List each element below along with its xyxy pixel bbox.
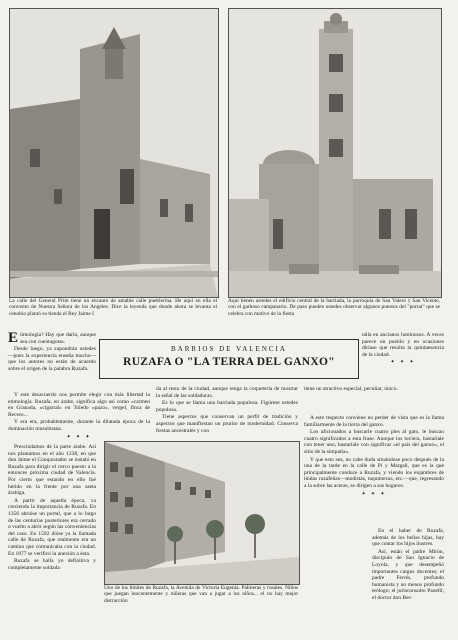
article-col4-top <box>362 332 444 369</box>
article-col2-top <box>156 386 298 435</box>
article-col3-top <box>304 386 444 394</box>
avenue-illustration <box>105 442 299 584</box>
bottom-photo-caption: Uno de los límites de Ruzafa, la Avenida de Victoria Eugenia. Palmeras y rosales. Niños que juegan inocentemente y niñeras que van a jugar a los niños... el no hay mejor distracción <box>104 585 298 604</box>
headline-title: RUZAFA O "LA TERRA DEL GANXO" <box>123 356 335 368</box>
article-paragraph: Y este desacuerdo nos permite elegir con más libertad la etimología. Ruzafa, en árabe, significa algo así como «carmen en Granada, «cigarral» en Toledo «pazo», vergel, finca de Recreo... <box>8 392 150 418</box>
article-col3-bottom <box>372 528 444 603</box>
article-paragraph: Los aficionados a buscarle cuatro pies al gato, le buscan cuatro significados a esta frase. Aunque los tuviera, bastaríale con tener uno, bastaríale con significar «el país del ganxo», el sitio de la simpatía». <box>304 429 444 455</box>
article-paragraph: Ruzafa se halla yo definitiva y completamente soldada <box>8 558 96 571</box>
convent-street-illustration <box>10 9 218 297</box>
article-paragraph: Tiene aspectos que conservan un perfil de tradición y aspectos que manifiestan un prurito de modernidad. Conserva fiestas ancestrales y con <box>156 414 298 434</box>
article-paragraph: Etimologia? Hay que darla, aunque sea con cuentagotas. <box>8 330 96 346</box>
drop-cap: E <box>8 330 19 346</box>
headline-kicker: BARRIOS DE VALENCIA <box>171 345 287 353</box>
article-paragraph: En el haber de Ruzafa, además de los bellas hijas, hay que contar los hijos ilustres. <box>372 528 444 548</box>
article-paragraph: Desde luego, ya supondrán ustedes—pues la experiencia enseña mucho—que los autores no están de acuerdo sobre el origen de la palabra Ruzafa. <box>8 346 96 372</box>
article-col1-mid <box>8 444 96 572</box>
convent-street-photo <box>9 8 219 298</box>
article-paragraph: Y era era, probablemente, durante la dilatada época de la dominación musulmana. <box>8 419 150 432</box>
article-paragraph: Es lo que se llama una barriada populosa. Figúrese ustedes populosa. <box>156 400 298 413</box>
article-paragraph: A este respecto conviene no perder de vista que es la llama familiarmente de la tierra del ganxo. <box>304 415 444 428</box>
article-paragraph: A partir de aquella época, va creciendo la importancia de Ruzafa. En 1356 abrióse un portal, que a lo largo de las centurias posteriores era cerrado o vuelto a abrir según las conveniencias del caso. En 1592 dióse ya la llamada calle de Ruzafa, que realmente era un camino que comunicaba con la ciudad. En 1877 se verificó la anexión a ésta. <box>8 497 96 557</box>
article-paragraph: Así, están el padre Mirón, discípulo de San Ignacio de Loyola, y que desempeñó importantes cargos docentes; el padre Ferrés, profundo humanista y no menos profundo teólogo; el jurisconsulto Panelli; el doctor don Ber- <box>372 548 444 601</box>
section-divider: ✦ ✦ ✦ <box>390 360 416 366</box>
article-paragraph: Y que esto sea, no cabe duda situándose poco después de la una de la tarde en la calle de Pí y Margall, que es la que principalmente conduce a Ruzafa, y viendo los enjambres de lindas ruzafeñas—modistas, taquimecas, etc.—que, regresando a la sobre las aceras, se dirigen a sus hogares. <box>304 456 444 489</box>
article-paragraph: tiene un atractivo especial, peculiar, único. <box>304 386 398 392</box>
article-col1-wide <box>8 392 150 443</box>
avenue-photo <box>104 441 300 585</box>
section-divider: ✦ ✦ ✦ <box>361 491 387 497</box>
article-paragraph: Prescindamos de la parte árabe. Así nos plantamos en el año 1238, en que don Jaime el Conquistador se instaló en Ruzafa para dirigir el cerco puesto a la entonces próxima ciudad de Valencia. Por cierto que estando en ello fué herido en la frente por una saeta árabiga. <box>8 444 96 497</box>
article-col3-mid <box>304 415 444 500</box>
article-paragraph: da al resto de la ciudad, aunque tenga la coquetería de mostrar la señal de las soldaduras. <box>156 386 298 399</box>
church-tower-photo <box>228 8 442 298</box>
article-col1-top <box>8 332 96 374</box>
headline-box <box>99 339 359 379</box>
article-paragraph: talla en ancianos luminosos. A veces parece un pueblo y en ocasiones diríase que resulta la quintaesencia de la ciudad. <box>362 332 444 358</box>
section-divider: ✦ ✦ ✦ <box>66 434 92 440</box>
right-photo-caption: Aquí tienen ustedes el edificio central de la barriada, la parroquia de San Valero y San Vicente, con el garboso campanario. De paso pueden ustedes observar algunos puestos del "porrat" que se celebra con motivo de la fiesta <box>228 298 440 317</box>
church-tower-illustration <box>229 9 441 297</box>
left-photo-caption: La calle del General Prim tiene un encanto de amable calle pueblerina. He aquí en ella el convento de Nuestra Señora de los Angeles. Dice la leyenda que donde ahora se levanta el cenobio plantó su tienda el Rey Jaime I <box>9 298 217 317</box>
